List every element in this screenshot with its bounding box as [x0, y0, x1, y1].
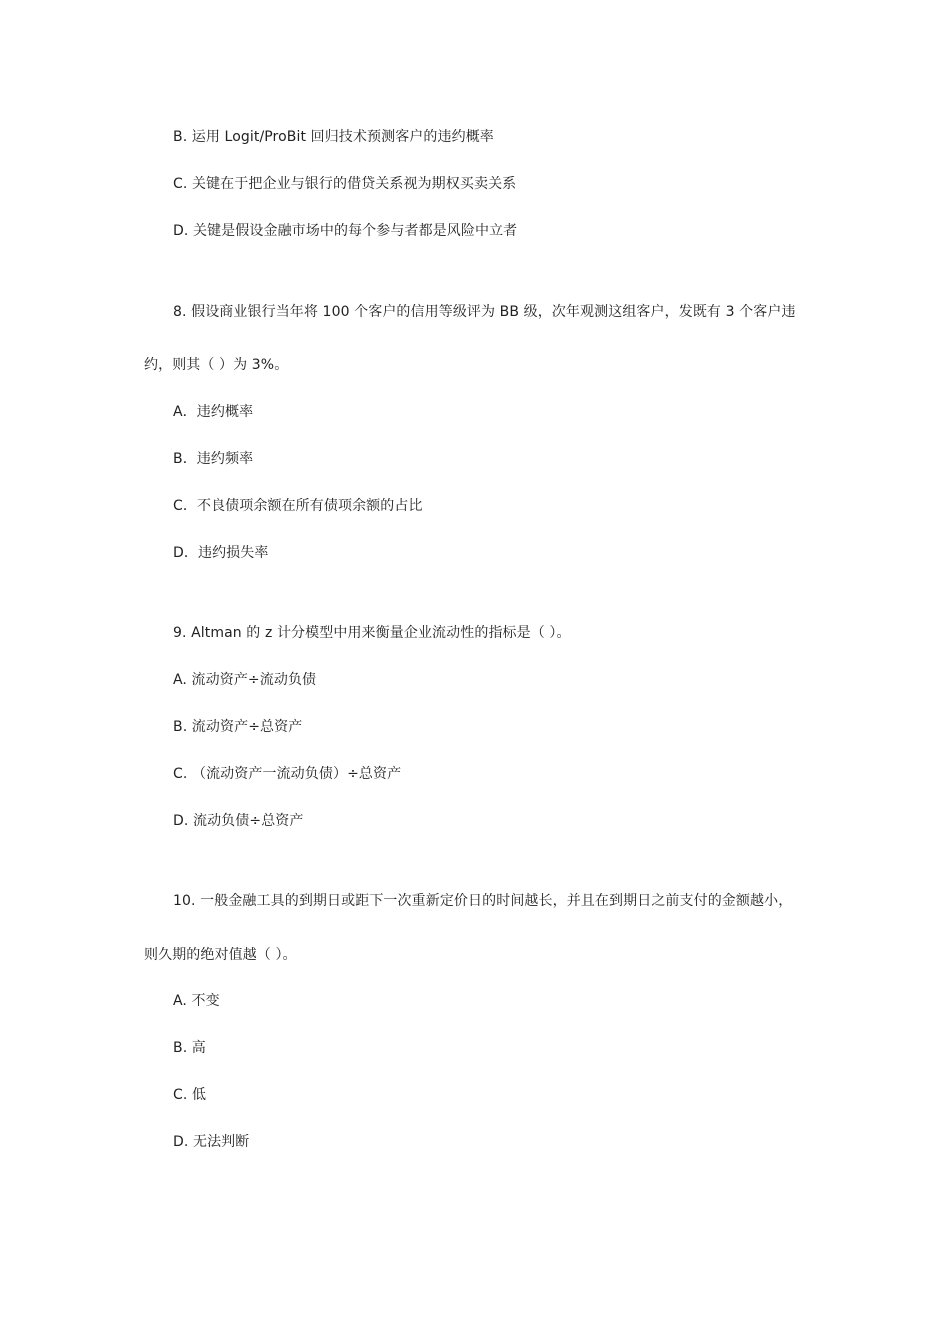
q10-option-c: C. 低	[173, 1087, 207, 1103]
prev-option-c: C. 关键在于把企业与银行的借贷关系视为期权买卖关系	[173, 176, 517, 192]
q8-option-d: D．违约损失率	[173, 545, 269, 561]
q9-option-d: D. 流动负债÷总资产	[173, 813, 304, 829]
prev-option-b: B. 运用 Logit/ProBit 回归技术预测客户的违约概率	[173, 129, 494, 145]
q8-option-a: A．违约概率	[173, 404, 254, 420]
q10-option-a: A. 不变	[173, 993, 220, 1009]
q8-option-c: C．不良债项余额在所有债项余额的占比	[173, 498, 423, 514]
q9-option-a: A. 流动资产÷流动负债	[173, 672, 317, 688]
q8-stem-line2: 约，则其（ ）为 3%。	[144, 357, 289, 373]
q10-option-d: D. 无法判断	[173, 1134, 250, 1150]
q10-stem-line2: 则久期的绝对值越（ ）。	[144, 947, 297, 963]
prev-option-d: D. 关键是假设金融市场中的每个参与者都是风险中立者	[173, 223, 518, 239]
q8-stem-line1: 8. 假设商业银行当年将 100 个客户的信用等级评为 BB 级，次年观测这组客户，发既有 3 个客户违	[173, 304, 796, 320]
q10-option-b: B. 高	[173, 1040, 206, 1056]
q8-option-b: B．违约频率	[173, 451, 254, 467]
q10-stem-line1: 10. 一般金融工具的到期日或距下一次重新定价日的时间越长，并且在到期日之前支付的金额越小，	[173, 893, 793, 909]
q9-option-b: B. 流动资产÷总资产	[173, 719, 303, 735]
q9-option-c: C. （流动资产一流动负债）÷总资产	[173, 766, 402, 782]
q9-stem: 9. Altman 的 z 计分模型中用来衡量企业流动性的指标是（ ）。	[173, 625, 571, 641]
